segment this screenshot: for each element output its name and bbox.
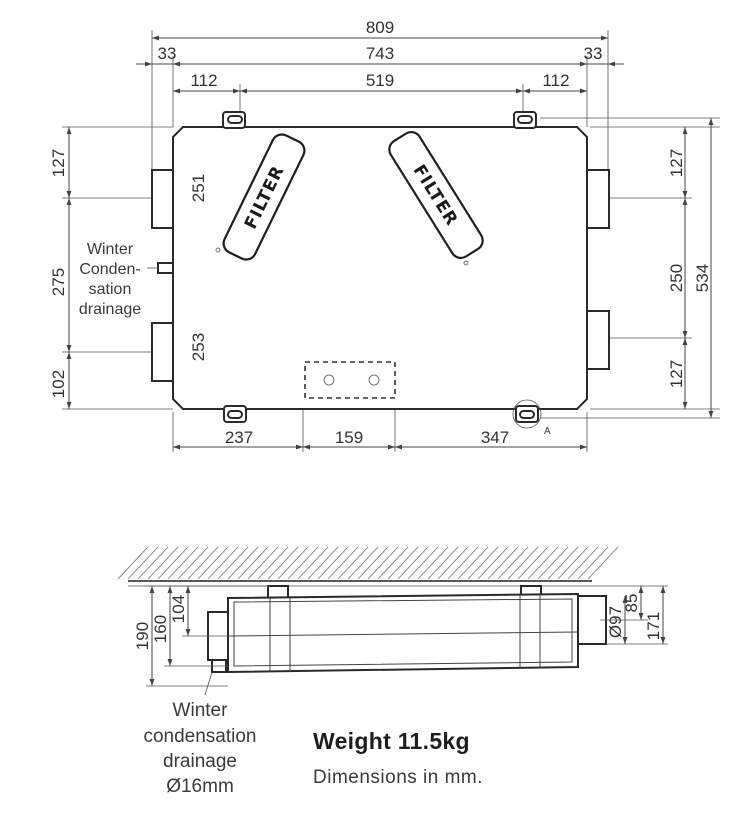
top-view — [49, 18, 720, 452]
dim-left-lower: 102 — [49, 369, 68, 399]
top-drainage-note-line-4: drainage — [78, 301, 142, 318]
side-drainage-note-line-2: condensation — [143, 726, 257, 747]
svg-text:FILTER: FILTER — [408, 161, 462, 230]
dim-bracket-span: 519 — [365, 71, 395, 90]
right-upper-spigot — [587, 170, 609, 228]
dim-overall-depth: 534 — [693, 263, 712, 293]
side-drainage-note-line-4: Ø16mm — [166, 776, 234, 797]
mounting-bracket-top-right — [514, 112, 536, 128]
dim-spigot-left: 33 — [157, 44, 177, 63]
dim-bracket-offset-right: 112 — [542, 71, 570, 90]
dim-bottom-right: 347 — [480, 428, 510, 447]
dim-width-no-spigots: 743 — [365, 44, 395, 63]
weight-label: Weight 11.5kg — [313, 728, 470, 754]
top-drainage-note-line-1: Winter — [86, 241, 134, 258]
dim-inner-upper: 251 — [189, 173, 208, 203]
detail-marker: A — [544, 426, 551, 437]
top-drainage-note-line-2: Conden- — [79, 261, 141, 278]
dim-right-middle: 250 — [667, 263, 686, 293]
side-drainage-note-line-1: Winter — [172, 700, 228, 721]
dim-inner-height: 160 — [151, 614, 170, 644]
side-drainage-note-line-3: drainage — [163, 751, 237, 772]
dim-overall-width: 809 — [365, 18, 395, 37]
drainage-nipple — [158, 263, 173, 273]
dim-outer-height: 190 — [133, 621, 152, 651]
dim-right-height: 171 — [644, 611, 663, 641]
dim-right-offset: 85 — [622, 593, 641, 613]
dim-left-upper: 127 — [49, 148, 68, 178]
dim-left-middle: 275 — [49, 267, 68, 297]
dim-bracket-offset-left: 112 — [190, 71, 218, 90]
dim-right-upper: 127 — [667, 148, 686, 178]
dim-inner-lower: 253 — [189, 332, 208, 362]
mounting-bracket-bottom-left — [224, 406, 246, 422]
dim-spigot-diameter: Ø97 — [606, 605, 625, 639]
right-lower-spigot — [587, 311, 609, 369]
unit-body-top — [173, 127, 587, 409]
top-drainage-note-line-3: sation — [88, 281, 132, 298]
dim-right-lower: 127 — [667, 359, 686, 389]
top-drainage-note — [79, 241, 158, 318]
ceiling-hatching — [118, 547, 618, 579]
dim-spigot-offset: 104 — [169, 594, 188, 624]
side-view — [118, 547, 668, 797]
left-lower-spigot — [152, 323, 174, 381]
units-note: Dimensions in mm. — [313, 767, 484, 788]
mounting-bracket-top-left — [223, 112, 245, 128]
dim-spigot-right: 33 — [583, 44, 603, 63]
dim-bottom-left: 237 — [224, 428, 254, 447]
svg-text:FILTER: FILTER — [240, 162, 289, 233]
dim-bottom-middle: 159 — [334, 428, 364, 447]
left-upper-spigot — [152, 170, 174, 228]
side-drainage-note — [143, 700, 256, 797]
